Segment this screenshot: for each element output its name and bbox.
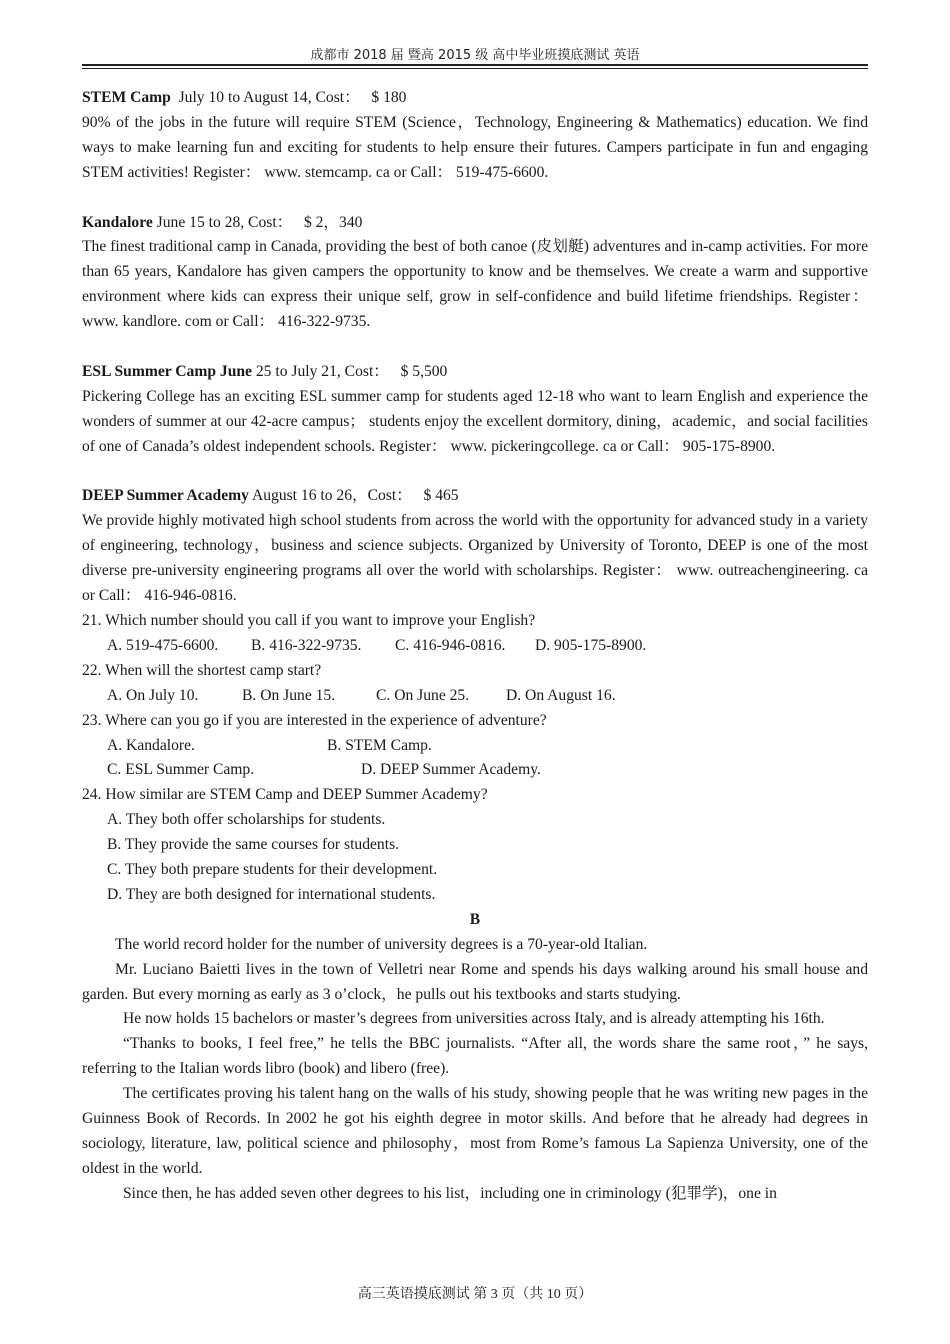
option-a: A. They both offer scholarships for students.	[107, 811, 386, 829]
camp-info: 25 to July 21, Cost： $ 5,500	[251, 362, 448, 380]
option-b: B. 416-322-9735.	[251, 636, 362, 654]
question-options	[82, 634, 868, 659]
question-stem: 22. When will the shortest camp start?	[82, 661, 322, 679]
camp-name: Kandalore	[82, 213, 153, 231]
camp-info: August 16 to 26，Cost： $ 465	[248, 487, 459, 505]
question-options	[82, 758, 868, 783]
option-a: A. On July 10.	[107, 686, 199, 704]
page-footer: 高三英语摸底测试 第 3 页（共 10 页）	[357, 1287, 593, 1302]
camp-name: ESL Summer Camp June	[82, 362, 252, 380]
passage-paragraph: The world record holder for the number of university degrees is a 70-year-old Italian.	[115, 935, 648, 953]
question-21	[82, 609, 868, 659]
camp-description: The finest traditional camp in Canada, providing the best of both canoe (皮划艇) adventures and in-camp activities. For more than 65 years, Kandalore has given campers the opportunity to know and be themselves. We create a warm and supportive environment where kids can express their unique self, grow in self-confidence and build lifetime friendships. Register： www. kandlore. com or Call： 416-322-9735.	[82, 238, 868, 331]
camp-stem	[82, 86, 868, 186]
option-b: B. On June 15.	[242, 686, 336, 704]
option-c: C. They both prepare students for their development.	[107, 861, 438, 879]
camp-info: June 15 to 28, Cost： $ 2，340	[152, 213, 363, 231]
question-23	[82, 709, 868, 784]
question-options	[82, 684, 868, 709]
option-a: A. Kandalore.	[107, 736, 195, 754]
header-rule-thin	[82, 68, 868, 69]
question-24	[82, 783, 868, 908]
option-b: B. STEM Camp.	[327, 736, 432, 754]
question-stem: 21. Which number should you call if you want to improve your English?	[82, 611, 536, 629]
camp-esl	[82, 360, 868, 460]
option-c: C. On June 25.	[376, 686, 470, 704]
option-d: D. 905-175-8900.	[535, 636, 647, 654]
page-header: 成都市 2018 届 暨高 2015 级 高中毕业班摸底测试 英语	[310, 48, 640, 63]
page-content	[82, 86, 868, 1207]
option-d: D. On August 16.	[506, 686, 616, 704]
question-22	[82, 659, 868, 709]
question-stem: 24. How similar are STEM Camp and DEEP Summer Academy?	[82, 786, 488, 804]
section-b-label: B	[469, 910, 481, 928]
camp-deep	[82, 484, 868, 609]
passage-paragraph: “Thanks to books, I feel free,” he tells the BBC journalists. “After all, the words share the same root，” he says, referring to the Italian words libro (book) and libero (free).	[82, 1035, 868, 1078]
camp-info: July 10 to August 14, Cost： $ 180	[170, 89, 407, 106]
header-rule-thick	[82, 64, 868, 66]
passage-paragraph: Since then, he has added seven other degrees to his list，including one in criminology (犯罪学)，one in	[123, 1184, 777, 1202]
camp-kandalore	[82, 211, 868, 336]
passage-paragraph: He now holds 15 bachelors or master’s degrees from universities across Italy, and is already attempting his 16th.	[123, 1010, 825, 1028]
passage-paragraph: The certificates proving his talent hang on the walls of his study, showing people that he was writing new pages in the Guinness Book of Records. In 2002 he got his eighth degree in motor skills. And before that he already had degrees in sociology, literature, law, political science and philosophy，most from Rome’s famous La Sapienza University, one of the oldest in the world.	[82, 1085, 868, 1177]
option-d: D. DEEP Summer Academy.	[361, 761, 541, 779]
passage-paragraph: Mr. Luciano Baietti lives in the town of Velletri near Rome and spends his days walking around his small house and garden. But every morning as early as 3 o’clock，he pulls out his textbooks and starts studying.	[82, 960, 868, 1003]
question-stem: 23. Where can you go if you are interested in the experience of adventure?	[82, 711, 547, 729]
option-b: B. They provide the same courses for students.	[107, 836, 400, 854]
camp-name: DEEP Summer Academy	[82, 487, 249, 505]
question-options	[82, 734, 868, 759]
camp-description: Pickering College has an exciting ESL summer camp for students aged 12-18 who want to learn English and experience the wonders of summer at our 42-acre campus； students enjoy the excellent dormitory, dining，academic，and social facilities of one of Canada’s oldest independent schools. Register： www. pickeringcollege. ca or Call： 905-175-8900.	[82, 387, 868, 455]
camp-description: We provide highly motivated high school students from across the world with the opportunity for advanced study in a variety of engineering, technology，business and science subjects. Organized by University of Toronto, DEEP is one of the most diverse pre-university engineering programs all over the world with scholarships. Register： www. outreachengineering. ca or Call： 416-946-0816.	[82, 512, 868, 605]
option-c: C. 416-946-0816.	[395, 636, 506, 654]
camp-description: 90% of the jobs in the future will require STEM (Science，Technology, Engineering & Mathematics) education. We find ways to make learning fun and exciting for students to help ensure their futures. Campers participate in fun and engaging STEM activities! Register： www. stemcamp. ca or Call： 519-475-6600.	[82, 113, 868, 181]
option-a: A. 519-475-6600.	[107, 636, 219, 654]
option-c: C. ESL Summer Camp.	[107, 761, 255, 779]
camp-name: STEM Camp	[82, 89, 171, 106]
option-d: D. They are both designed for international students.	[107, 885, 436, 903]
